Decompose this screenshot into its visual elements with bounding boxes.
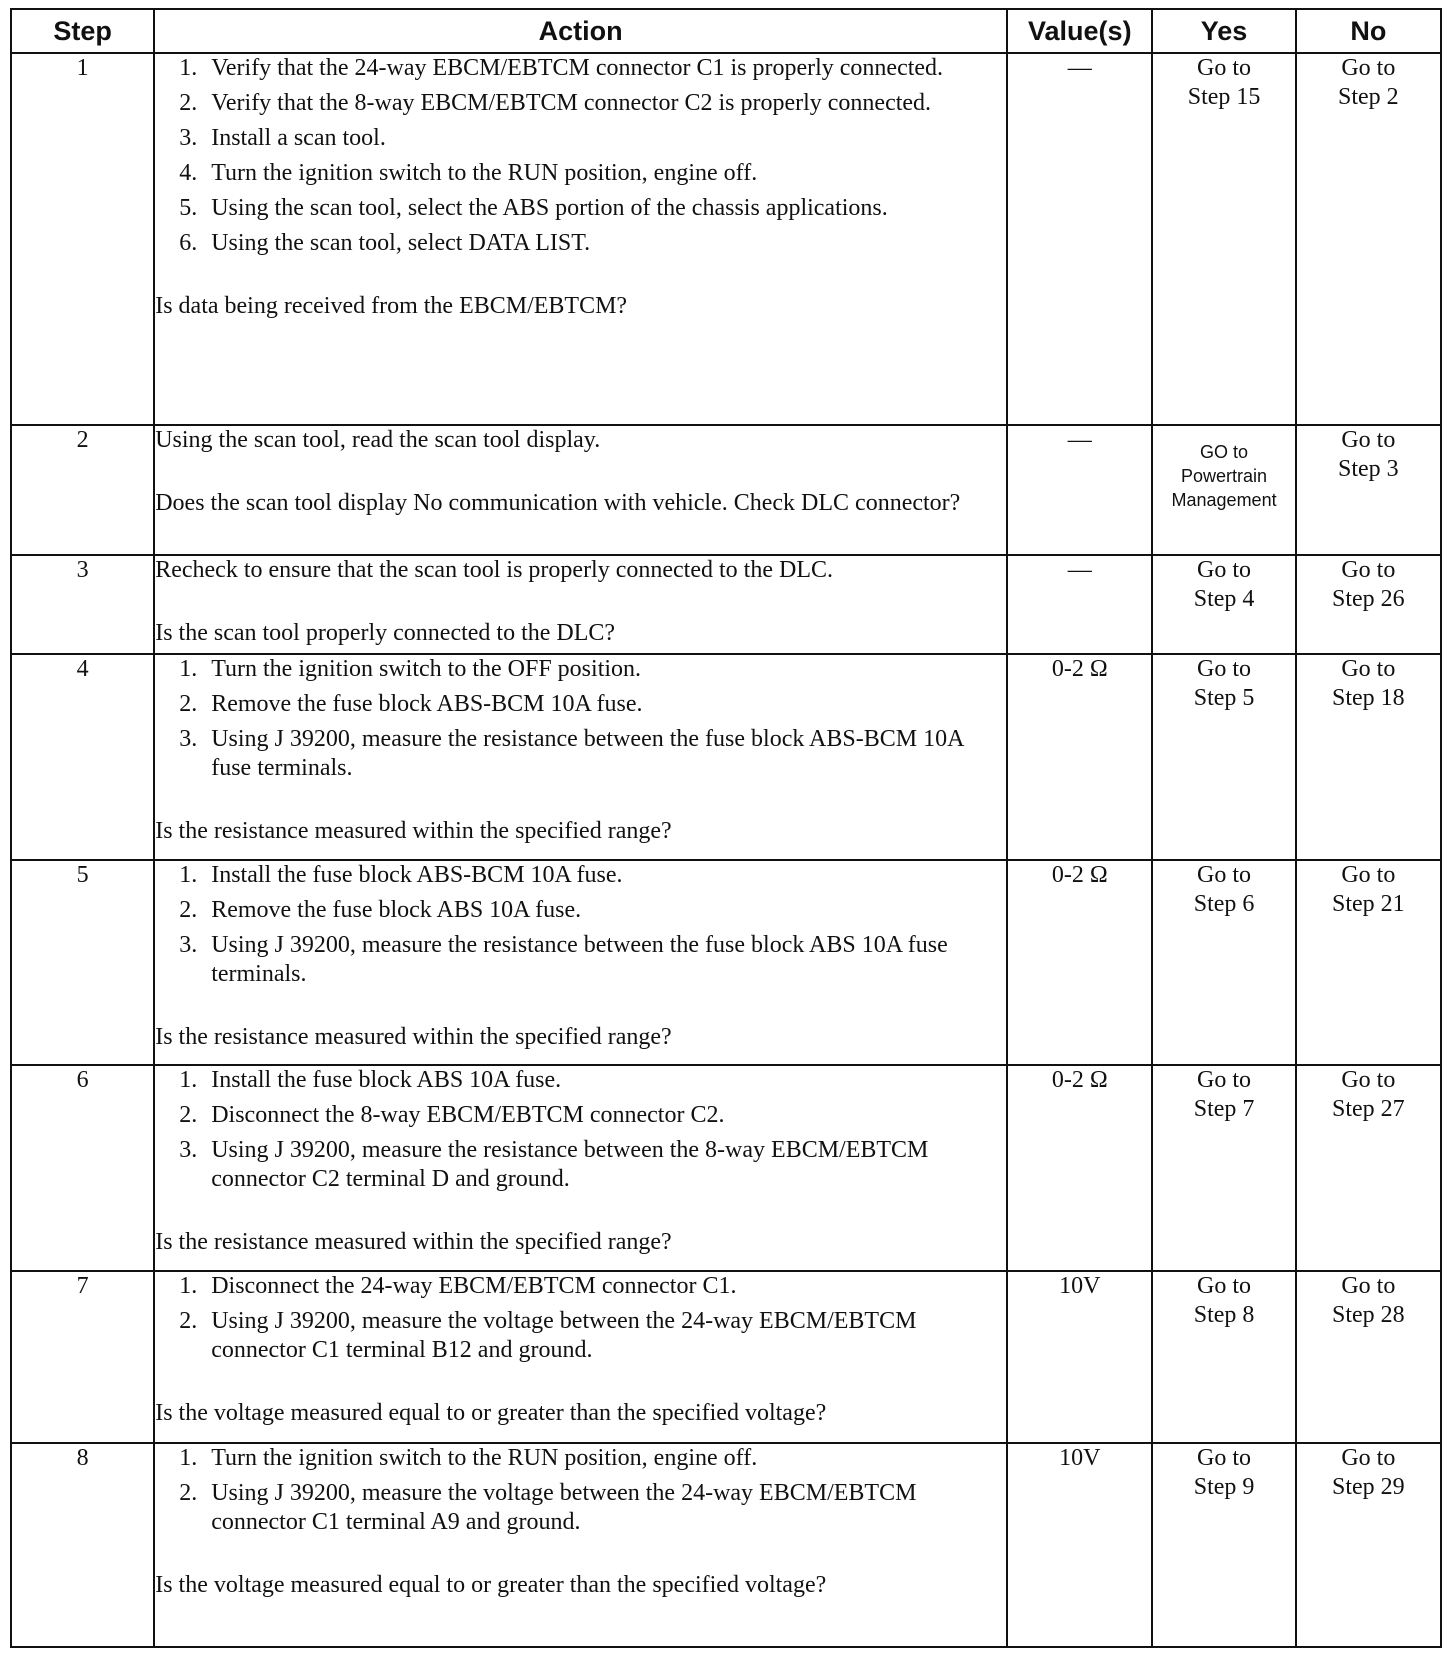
yes-cell (1152, 654, 1295, 860)
action-step-text: Turn the ignition switch to the OFF position. (211, 656, 642, 683)
table-body (11, 53, 1441, 1647)
no-cell (1296, 53, 1441, 425)
header-step: Step (11, 9, 154, 53)
action-question: Is the resistance measured within the specified range? (155, 1229, 672, 1256)
yes-goto-line: Powertrain (1181, 465, 1268, 486)
step-number-cell: 3 (11, 555, 154, 655)
action-step-text: Verify that the 8-way EBCM/EBTCM connector C2 is properly connected. (211, 90, 932, 116)
action-step-item (155, 1136, 1006, 1194)
value-cell: — (1007, 425, 1152, 555)
yes-cell (1152, 1443, 1295, 1647)
action-cell (154, 1065, 1007, 1271)
action-question: Does the scan tool display No communication with vehicle. Check DLC connector? (155, 489, 961, 516)
table-row (11, 555, 1441, 655)
step-number-cell: 6 (11, 1065, 154, 1271)
action-question: Is the resistance measured within the specified range? (155, 1023, 672, 1050)
yes-goto-line: Go to (1197, 1273, 1252, 1300)
action-steps-list (155, 1272, 1006, 1365)
action-step-text: Using J 39200, measure the resistance between the fuse block ABS 10A fuse terminals. (211, 931, 948, 987)
action-cell (154, 860, 1007, 1066)
action-steps-list (155, 655, 1006, 783)
yes-goto-line: GO to (1200, 441, 1249, 462)
action-step-number: 2. (179, 1102, 198, 1129)
action-step-number: 2. (179, 1308, 198, 1335)
value-cell: 0-2 Ω (1007, 860, 1152, 1066)
action-step-text: Using J 39200, measure the resistance between the fuse block ABS-BCM 10A fuse terminals. (211, 726, 964, 782)
action-step-item (155, 690, 1006, 719)
no-goto-line: Go to (1341, 426, 1396, 453)
yes-goto-line: Management (1171, 489, 1277, 510)
value-cell: 10V (1007, 1443, 1152, 1647)
yes-cell (1152, 425, 1295, 555)
action-step-item (155, 159, 1006, 188)
action-text: Recheck to ensure that the scan tool is properly connected to the DLC. (155, 556, 833, 583)
step-number-cell: 8 (11, 1443, 154, 1647)
action-cell (154, 1271, 1007, 1443)
value-cell: — (1007, 555, 1152, 655)
no-goto-line: Step 18 (1331, 685, 1405, 712)
no-goto-line: Step 2 (1337, 84, 1399, 110)
yes-goto-line: Step 6 (1193, 890, 1255, 917)
no-goto-line: Go to (1341, 1273, 1396, 1300)
yes-cell (1152, 53, 1295, 425)
action-step-number: 3. (179, 931, 198, 958)
action-question: Is the voltage measured equal to or greater than the specified voltage? (155, 1400, 827, 1427)
action-step-item (155, 1444, 1006, 1473)
yes-goto-line: Go to (1197, 1445, 1252, 1472)
action-step-number: 3. (179, 726, 198, 753)
action-step-text: Remove the fuse block ABS 10A fuse. (211, 896, 582, 923)
action-step-item (155, 861, 1006, 890)
table-row (11, 1271, 1441, 1443)
action-step-item (155, 229, 1006, 258)
no-cell (1296, 555, 1441, 655)
no-cell (1296, 1271, 1441, 1443)
action-step-number: 3. (179, 1137, 198, 1164)
action-steps-list (155, 1066, 1006, 1194)
yes-goto-line: Step 4 (1193, 585, 1255, 612)
action-step-number: 2. (179, 1480, 198, 1507)
yes-goto-line: Step 7 (1193, 1096, 1255, 1123)
header-yes: Yes (1152, 9, 1295, 53)
diagnostic-table (10, 8, 1442, 1648)
action-step-text: Using J 39200, measure the voltage between the 24-way EBCM/EBTCM connector C1 terminal B12 and ground. (211, 1308, 917, 1364)
action-cell (154, 555, 1007, 655)
action-step-number: 2. (179, 896, 198, 923)
yes-goto-line: Go to (1197, 656, 1252, 683)
action-step-item (155, 1307, 1006, 1365)
action-step-item (155, 1101, 1006, 1130)
action-step-text: Using the scan tool, select the ABS portion of the chassis applications. (211, 195, 888, 221)
header-row (11, 9, 1441, 53)
value-cell: — (1007, 53, 1152, 425)
no-goto-line: Go to (1341, 656, 1396, 683)
header-no: No (1296, 9, 1441, 53)
step-number-cell: 1 (11, 53, 154, 425)
no-goto-line: Step 27 (1331, 1096, 1405, 1123)
action-step-number: 2. (179, 90, 198, 116)
table-row (11, 1443, 1441, 1647)
action-step-item (155, 54, 1006, 83)
action-step-number: 1. (179, 1273, 198, 1300)
value-cell: 10V (1007, 1271, 1152, 1443)
action-steps-list (155, 861, 1006, 989)
no-cell (1296, 654, 1441, 860)
header-action: Action (154, 9, 1007, 53)
action-step-number: 2. (179, 691, 198, 718)
no-goto-line: Go to (1341, 1067, 1396, 1094)
yes-goto-line: Step 9 (1193, 1474, 1255, 1501)
action-text: Using the scan tool, read the scan tool display. (155, 426, 601, 453)
action-cell (154, 53, 1007, 425)
action-cell (154, 1443, 1007, 1647)
no-cell (1296, 860, 1441, 1066)
no-goto-line: Go to (1341, 55, 1396, 81)
action-step-item (155, 1479, 1006, 1537)
action-step-item (155, 194, 1006, 223)
action-step-text: Remove the fuse block ABS-BCM 10A fuse. (211, 691, 643, 718)
action-step-text: Disconnect the 8-way EBCM/EBTCM connector C2. (211, 1102, 725, 1129)
no-cell (1296, 1065, 1441, 1271)
action-step-text: Using J 39200, measure the voltage between the 24-way EBCM/EBTCM connector C1 terminal A9 and ground. (211, 1480, 917, 1536)
yes-cell (1152, 1065, 1295, 1271)
yes-cell (1152, 555, 1295, 655)
action-step-item (155, 655, 1006, 684)
yes-cell (1152, 1271, 1295, 1443)
action-step-item (155, 89, 1006, 118)
action-steps-list (155, 1444, 1006, 1537)
action-question: Is the resistance measured within the specified range? (155, 818, 672, 845)
action-step-text: Disconnect the 24-way EBCM/EBTCM connector C1. (211, 1273, 737, 1300)
no-goto-line: Go to (1341, 861, 1396, 888)
action-steps-list (155, 54, 1006, 258)
action-step-number: 6. (179, 230, 198, 256)
no-cell (1296, 1443, 1441, 1647)
table-row (11, 425, 1441, 555)
yes-cell (1152, 860, 1295, 1066)
action-step-text: Using the scan tool, select DATA LIST. (211, 230, 591, 256)
action-question: Is data being received from the EBCM/EBTCM? (155, 293, 628, 319)
yes-goto-line: Go to (1197, 556, 1252, 583)
action-step-item (155, 1272, 1006, 1301)
step-number-cell: 2 (11, 425, 154, 555)
header-values: Value(s) (1007, 9, 1152, 53)
no-goto-line: Go to (1341, 556, 1396, 583)
action-step-text: Install the fuse block ABS 10A fuse. (211, 1067, 562, 1094)
action-step-number: 5. (179, 195, 198, 221)
action-step-item (155, 896, 1006, 925)
action-question: Is the voltage measured equal to or greater than the specified voltage? (155, 1572, 827, 1599)
action-step-item (155, 124, 1006, 153)
table-row (11, 1065, 1441, 1271)
no-goto-line: Step 3 (1337, 455, 1399, 482)
table-row (11, 654, 1441, 860)
yes-goto-line: Go to (1197, 1067, 1252, 1094)
no-cell (1296, 425, 1441, 555)
step-number-cell: 4 (11, 654, 154, 860)
step-number-cell: 7 (11, 1271, 154, 1443)
action-step-text: Using J 39200, measure the resistance between the 8-way EBCM/EBTCM connector C2 terminal D and ground. (211, 1137, 929, 1193)
table-header (11, 9, 1441, 53)
action-step-text: Verify that the 24-way EBCM/EBTCM connector C1 is properly connected. (211, 55, 944, 81)
action-cell (154, 425, 1007, 555)
action-step-text: Turn the ignition switch to the RUN position, engine off. (211, 160, 758, 186)
yes-goto-line: Go to (1197, 55, 1252, 81)
table-row (11, 53, 1441, 425)
action-step-number: 1. (179, 861, 198, 888)
yes-goto-line: Step 5 (1193, 685, 1255, 712)
no-goto-line: Step 29 (1331, 1474, 1405, 1501)
action-step-number: 1. (179, 55, 198, 81)
action-step-text: Install the fuse block ABS-BCM 10A fuse. (211, 861, 623, 888)
action-step-number: 1. (179, 1067, 198, 1094)
no-goto-line: Go to (1341, 1445, 1396, 1472)
action-step-number: 1. (179, 1445, 198, 1472)
yes-goto-line: Step 8 (1193, 1302, 1255, 1329)
value-cell: 0-2 Ω (1007, 1065, 1152, 1271)
action-step-text: Install a scan tool. (211, 125, 386, 151)
action-step-number: 1. (179, 656, 198, 683)
action-step-number: 3. (179, 125, 198, 151)
action-step-item (155, 931, 1006, 989)
action-step-number: 4. (179, 160, 198, 186)
action-question: Is the scan tool properly connected to the DLC? (155, 619, 616, 646)
no-goto-line: Step 21 (1331, 890, 1405, 917)
no-goto-line: Step 28 (1331, 1302, 1405, 1329)
action-cell (154, 654, 1007, 860)
yes-goto-line: Go to (1197, 861, 1252, 888)
step-number-cell: 5 (11, 860, 154, 1066)
action-step-item (155, 1066, 1006, 1095)
value-cell: 0-2 Ω (1007, 654, 1152, 860)
action-step-item (155, 725, 1006, 783)
action-step-text: Turn the ignition switch to the RUN position, engine off. (211, 1445, 758, 1472)
yes-goto-line: Step 15 (1187, 84, 1261, 110)
no-goto-line: Step 26 (1331, 585, 1405, 612)
table-row (11, 860, 1441, 1066)
